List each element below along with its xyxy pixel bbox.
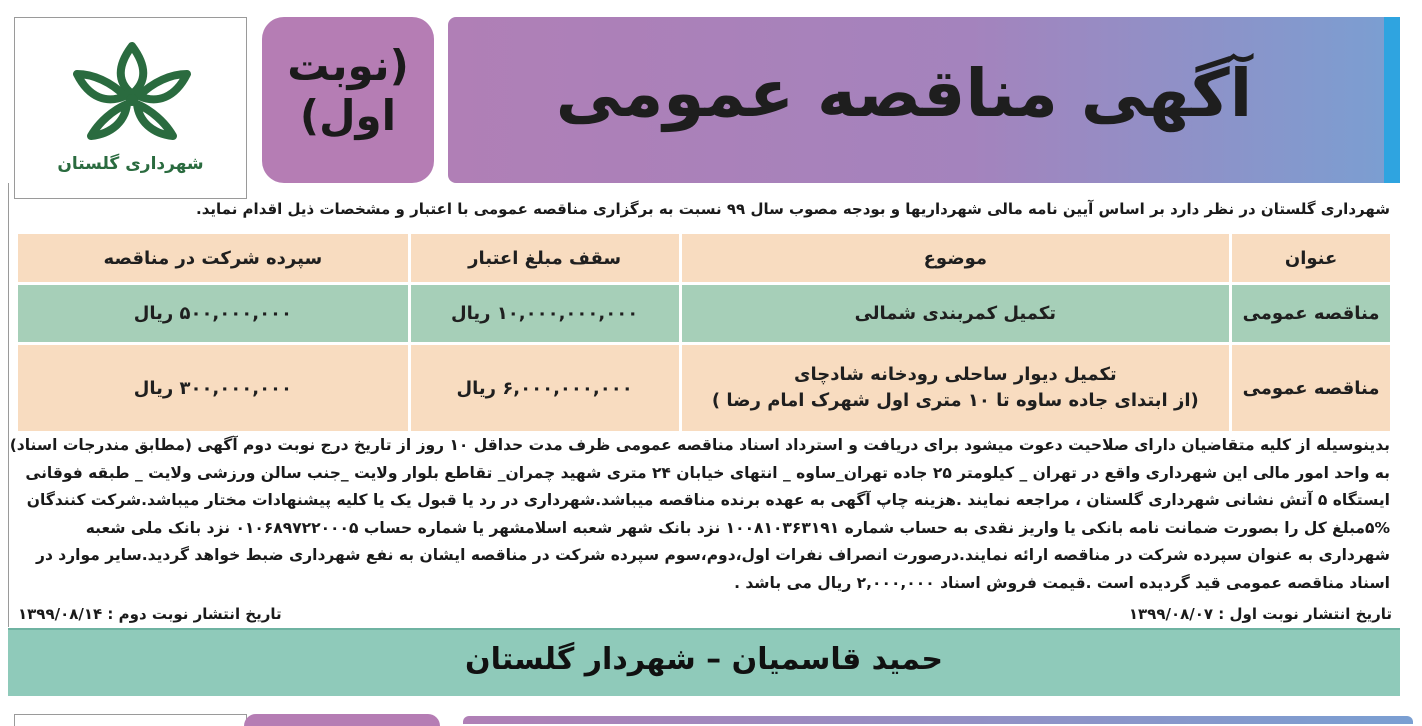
paragraph-line: به واحد امور مالی این شهرداری واقع در تهران _ کیلومتر ۲۵ جاده تهران_ساوه _ انتهای خیابان ۲۴ متری شهید چمران_ تقاطع بلوار ولایت _جنب سالن ورزشی ولایت _ طبقه فوقانی: [25, 463, 1390, 482]
paragraph-line: اسناد مناقصه عمومی قید گردیده است .قیمت فروش اسناد ۲,۰۰۰,۰۰۰ ریال می باشد .: [734, 573, 1390, 592]
page-title: آگهی مناقصه عمومی: [555, 55, 1253, 132]
golestan-flower-logo-icon: [67, 38, 197, 150]
logo-caption: شهرداری گلستان: [57, 154, 204, 174]
table-cell: مناقصه عمومی: [1232, 285, 1390, 342]
table-cell: ۶,۰۰۰,۰۰۰,۰۰۰ ریال: [411, 345, 679, 431]
table-cell: تکمیل کمربندی شمالی: [682, 285, 1230, 342]
subject-line: تکمیل دیوار ساحلی رودخانه شادچای: [793, 364, 1117, 385]
next-ad-badge: [244, 714, 440, 726]
paragraph-line: ایستگاه ۵ آتش نشانی شهرداری گلستان ، مراجعه نمایند .هزینه چاپ آگهی به عهده برنده مناقصه میباشد.شهرداری در رد یا قبول یک یا کلیه پیشنهادات مختار میباشد.شرکت کنندگان: [26, 491, 1390, 509]
subject-line: (از ابتدای جاده ساوه تا ۱۰ متری اول شهرک امام رضا ): [711, 390, 1199, 411]
table-cell: ۵۰۰,۰۰۰,۰۰۰ ریال: [18, 285, 408, 342]
conditions-paragraph: [9, 432, 1390, 597]
paragraph-line: بدینوسیله از کلیه متقاضیان دارای صلاحیت دعوت میشود برای دریافت و استرداد اسناد مناقصه عمومی ظرف مدت حداقل ۱۰ روز از تاریخ درج نوبت دوم آگهی (مطابق مندرجات اسناد): [9, 436, 1390, 454]
header-cell-subject: موضوع: [682, 234, 1230, 282]
table-cell: مناقصه عمومی: [1232, 345, 1390, 431]
table-cell: ۳۰۰,۰۰۰,۰۰۰ ریال: [18, 345, 408, 431]
column-title: [1232, 234, 1390, 434]
column-subject: [682, 234, 1230, 434]
column-cap: [411, 234, 679, 434]
second-publish-date: تاریخ انتشار نوبت دوم : ۱۳۹۹/۰۸/۱۴: [18, 605, 282, 623]
header-cell-cap: سقف مبلغ اعتبار: [411, 234, 679, 282]
table-cell: [682, 345, 1230, 431]
table-cell: ۱۰,۰۰۰,۰۰۰,۰۰۰ ریال: [411, 285, 679, 342]
signature-text: حمید قاسمیان – شهردار گلستان: [465, 642, 943, 677]
header-cell-title: عنوان: [1232, 234, 1390, 282]
first-publish-date: تاریخ انتشار نوبت اول : ۱۳۹۹/۰۸/۰۷: [1128, 605, 1392, 623]
paragraph-line: شهرداری به عنوان سپرده شرکت در مناقصه ارائه نمایند.درصورت انصراف نفرات اول،دوم،سوم سپرده شرکت در مناقصه ایشان به نفع شهرداری ضبط خواهد گردید.سایر موارد در: [36, 546, 1390, 564]
edition-label: (نوبت اول): [287, 41, 409, 140]
next-ad-banner: [463, 716, 1413, 724]
edition-badge: [262, 17, 434, 183]
title-banner: [448, 17, 1400, 183]
header-cell-deposit: سپرده شرکت در مناقصه: [18, 234, 408, 282]
next-ad-logo-box: [14, 714, 247, 726]
intro-text: شهرداری گلستان در نظر دارد بر اساس آیین نامه مالی شهرداریها و بودجه مصوب سال ۹۹ نسبت به برگزاری مناقصه عمومی با اعتبار و مشخصات ذیل اقدام نماید.: [196, 200, 1390, 218]
column-deposit: [18, 234, 408, 434]
tender-table: [18, 234, 1390, 434]
paragraph-line: ۵%مبلغ کل را بصورت ضمانت نامه بانکی یا واریز نقدی به حساب شماره ۱۰۰۸۱۰۳۶۳۱۹۱ نزد بانک شهر شعبه اسلامشهر یا شماره حساب ۰۱۰۶۸۹۷۲۲۰۰۰۵ نزد بانک ملی شعبه: [85, 518, 1390, 537]
municipality-logo-box: [14, 17, 247, 199]
signature-bar: [8, 628, 1400, 696]
